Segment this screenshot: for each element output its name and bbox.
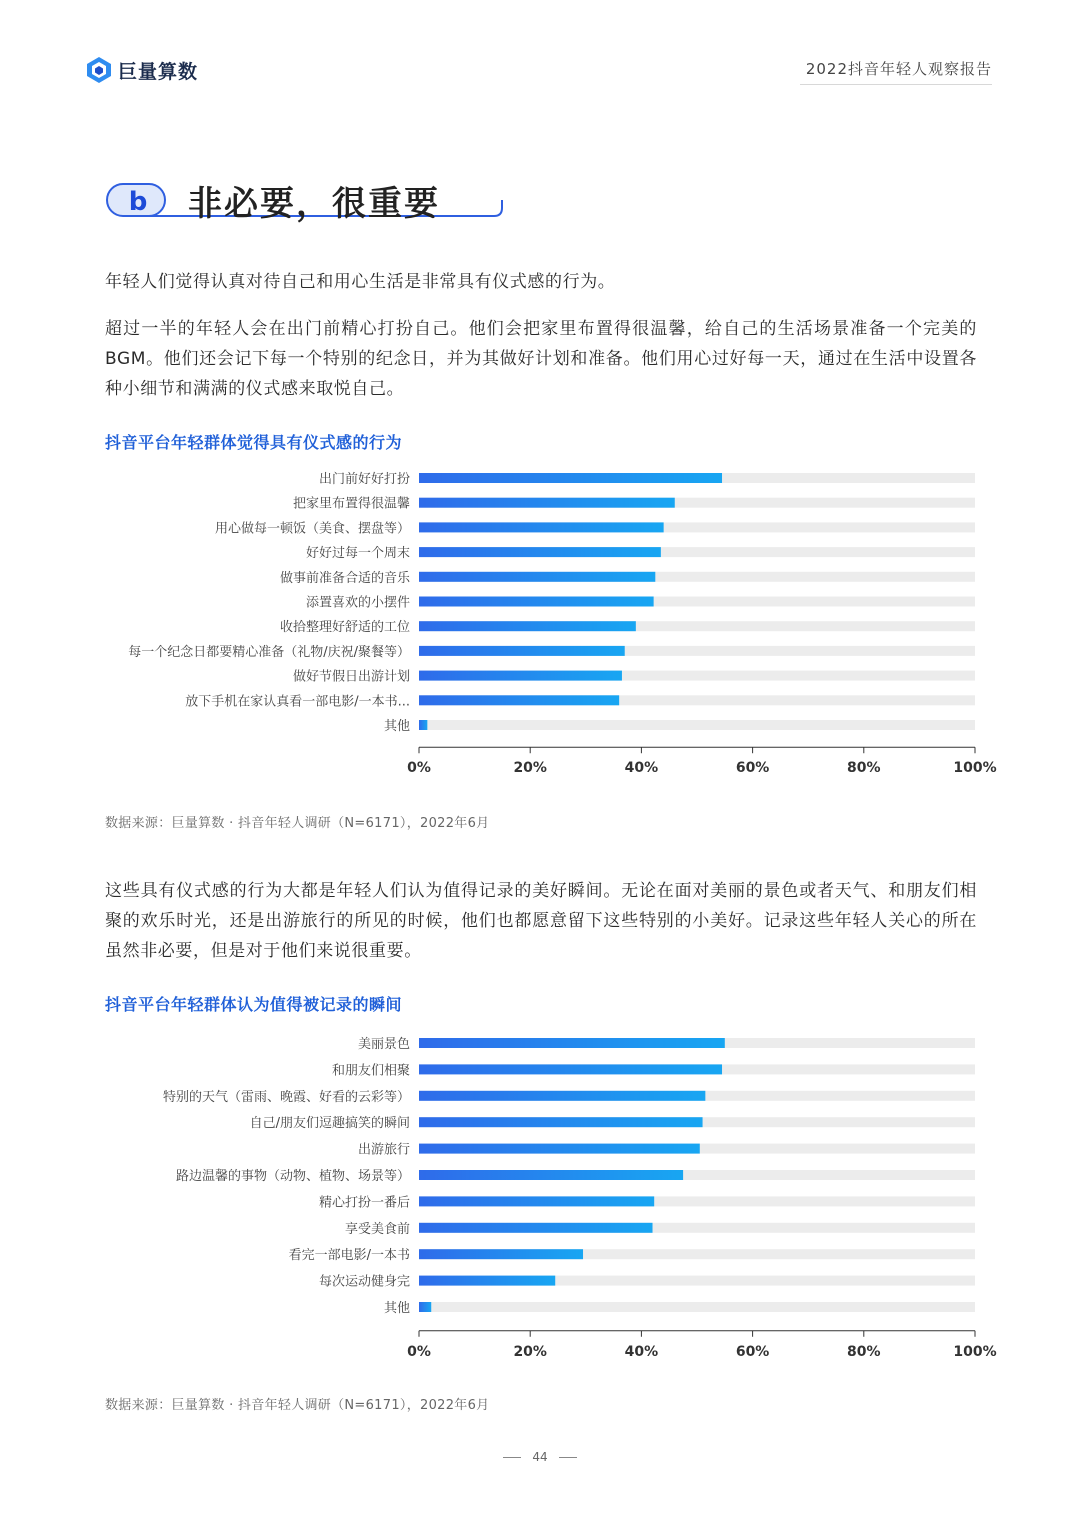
bar	[419, 1223, 653, 1233]
page-footer	[0, 1450, 1080, 1464]
category-label: 放下手机在家认真看一部电影/一本书...	[185, 694, 410, 710]
chart-2	[0, 1028, 1080, 1368]
bar	[419, 1117, 703, 1127]
bar	[419, 1249, 583, 1259]
bar	[419, 1091, 705, 1101]
category-label: 其他	[383, 719, 410, 734]
section-heading	[104, 178, 504, 226]
bar	[419, 720, 427, 730]
bar	[419, 1170, 683, 1180]
category-label: 看完一部电影/一本书	[288, 1248, 410, 1264]
category-label: 每一个纪念日都要精心准备（礼物/庆祝/聚餐等）	[128, 644, 410, 660]
footer-dash-right	[559, 1457, 577, 1458]
bar	[419, 1064, 722, 1074]
logo-icon	[86, 56, 112, 84]
brand-logo	[86, 56, 198, 84]
bar	[419, 671, 622, 681]
logo-text: 巨量算数	[118, 60, 199, 83]
x-tick-label: 60%	[735, 760, 770, 777]
bar	[419, 572, 655, 582]
chart-1-title: 抖音平台年轻群体觉得具有仪式感的行为	[105, 433, 403, 452]
x-tick-label: 40%	[624, 1343, 659, 1360]
x-tick-label: 100%	[953, 760, 997, 777]
body-paragraph-2: 这些具有仪式感的行为大都是年轻人们认为值得记录的美好瞬间。无论在面对美丽的景色或者天气、和朋友们相聚的欢乐时光，还是出游旅行的所见的时候，他们也都愿意留下这些特别的小美好。记录这些年轻人关心的所在虽然非必要，但是对于他们来说很重要。	[105, 881, 977, 961]
category-label: 做事前准备合适的音乐	[279, 570, 410, 586]
x-tick-label: 20%	[513, 760, 547, 777]
category-label: 用心做每一顿饭（美食、摆盘等）	[214, 521, 410, 537]
bar	[419, 547, 661, 557]
bar	[419, 1302, 431, 1312]
bar-track	[419, 720, 975, 730]
bar-track	[419, 1302, 975, 1312]
category-label: 自己/朋友们逗趣搞笑的瞬间	[249, 1116, 410, 1132]
bar	[419, 473, 722, 483]
header-divider	[800, 84, 992, 85]
category-label: 其他	[383, 1301, 410, 1316]
chart-1	[0, 460, 1080, 790]
chart-2-title: 抖音平台年轻群体认为值得被记录的瞬间	[105, 995, 403, 1014]
x-tick-label: 80%	[847, 760, 881, 777]
category-label: 出游旅行	[357, 1142, 410, 1158]
page-number: 44	[532, 1450, 548, 1464]
category-label: 把家里布置得很温馨	[292, 496, 410, 512]
x-tick-label: 80%	[847, 1343, 881, 1360]
category-label: 和朋友们相聚	[331, 1063, 410, 1079]
category-label: 每次运动健身完	[318, 1274, 410, 1290]
x-tick-label: 0%	[407, 760, 431, 777]
bar	[419, 646, 625, 656]
chart-2-source: 数据来源：巨量算数 · 抖音年轻人调研（N=6171），2022年6月	[105, 1398, 490, 1413]
category-label: 出门前好好打扮	[318, 472, 410, 487]
category-label: 享受美食前	[344, 1221, 410, 1237]
bar	[419, 1196, 654, 1206]
category-label: 美丽景色	[357, 1037, 410, 1052]
section-badge: b	[128, 187, 148, 217]
intro-paragraph: 年轻人们觉得认真对待自己和用心生活是非常具有仪式感的行为。	[105, 272, 616, 292]
x-tick-label: 60%	[735, 1343, 770, 1360]
footer-dash-left	[503, 1457, 521, 1458]
bar	[419, 498, 675, 508]
bar	[419, 1038, 725, 1048]
bar	[419, 1144, 700, 1154]
chart-1-source: 数据来源：巨量算数 · 抖音年轻人调研（N=6171），2022年6月	[105, 816, 490, 831]
bar	[419, 597, 654, 607]
x-tick-label: 0%	[407, 1343, 431, 1360]
category-label: 好好过每一个周末	[305, 546, 410, 562]
x-tick-label: 40%	[624, 760, 659, 777]
bar	[419, 621, 636, 631]
report-title: 2022抖音年轻人观察报告	[805, 60, 992, 78]
bar	[419, 1276, 555, 1286]
body-paragraph-1: 超过一半的年轻人会在出门前精心打扮自己。他们会把家里布置得很温馨，给自己的生活场景准备一个完美的BGM。他们还会记下每一个特别的纪念日，并为其做好计划和准备。他们用心过好每一天，通过在生活中设置各种小细节和满满的仪式感来取悦自己。	[105, 319, 977, 399]
bar	[419, 522, 664, 532]
x-tick-label: 20%	[513, 1343, 547, 1360]
category-label: 收拾整理好舒适的工位	[279, 620, 410, 636]
x-tick-label: 100%	[953, 1343, 997, 1360]
category-label: 添置喜欢的小摆件	[305, 595, 410, 611]
section-title: 非必要，很重要	[188, 184, 440, 224]
bar	[419, 695, 619, 705]
category-label: 做好节假日出游计划	[292, 669, 410, 685]
category-label: 路边温馨的事物（动物、植物、场景等）	[175, 1169, 410, 1184]
category-label: 精心打扮一番后	[318, 1195, 410, 1211]
category-label: 特别的天气（雷雨、晚霞、好看的云彩等）	[162, 1089, 410, 1105]
